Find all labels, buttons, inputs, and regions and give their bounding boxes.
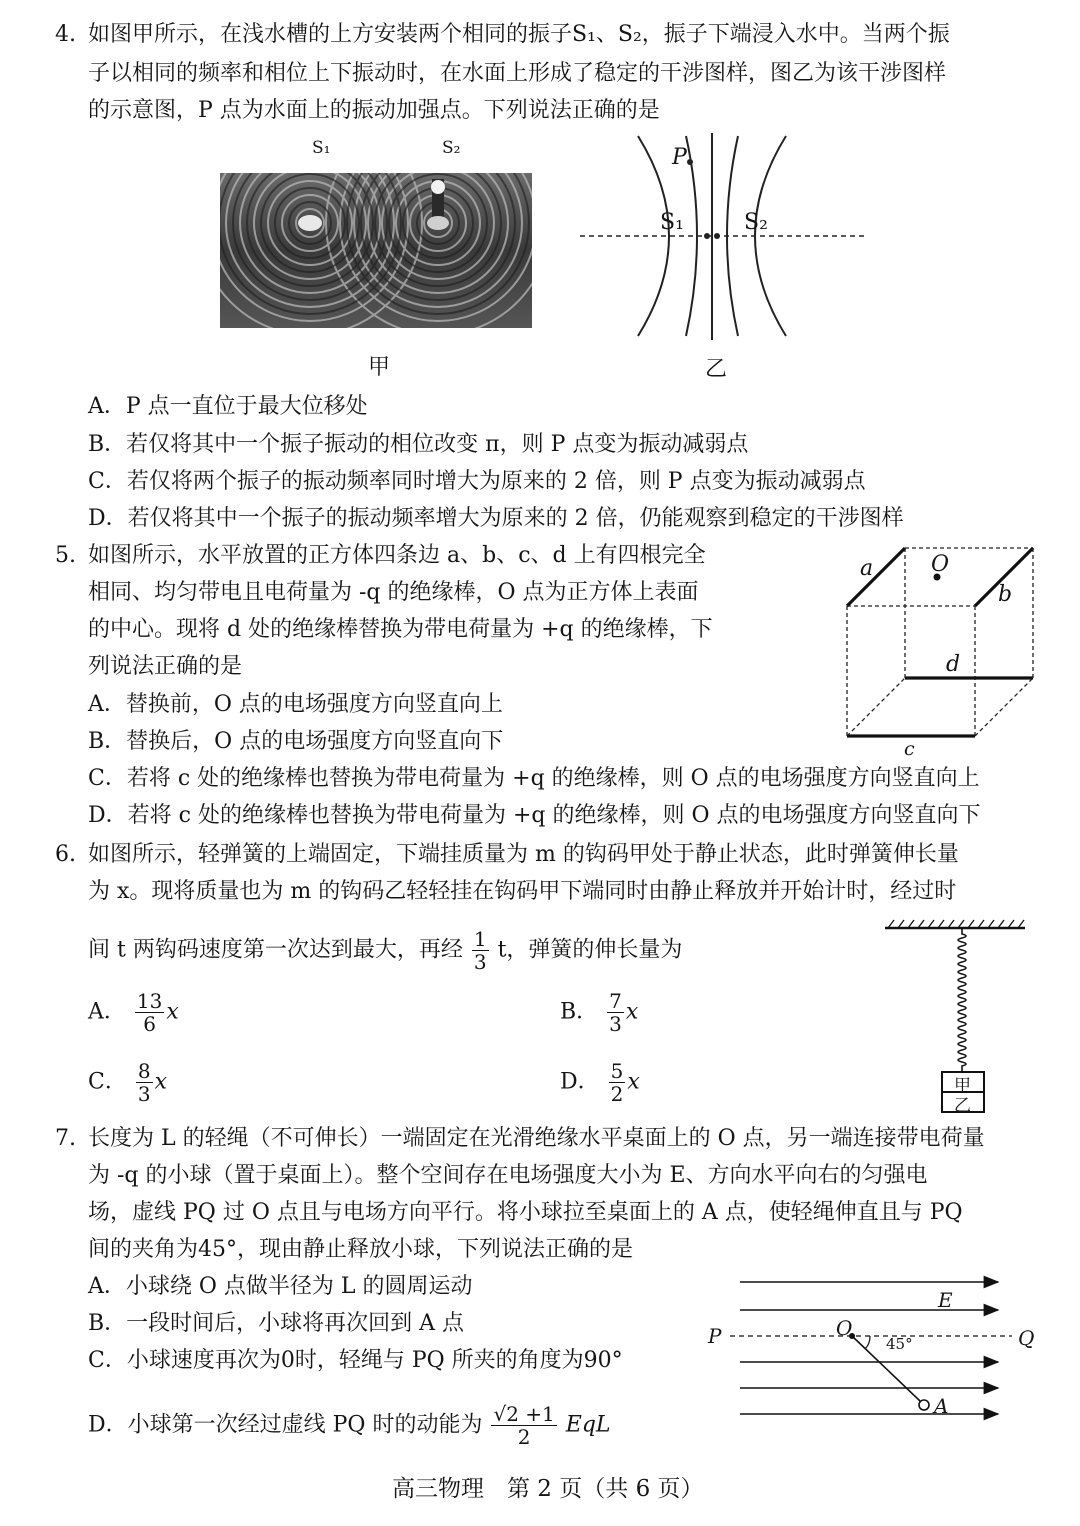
q6-stem-line2: 为 x。现将质量也为 m 的钩码乙轻轻挂在钩码甲下端同时由静止释放并开始计时，经过时	[88, 879, 957, 904]
angle-arc	[865, 1336, 870, 1349]
diagram-label-s2: S₂	[744, 210, 768, 235]
page-footer: 高三物理 第 2 页（共 6 页）	[392, 1476, 704, 1502]
q6-option-b-num: 7	[609, 989, 622, 1013]
caption-jia: 甲	[368, 355, 391, 380]
q7-option-d-fraction	[491, 1403, 556, 1448]
q4-stem-line3: 的示意图，P 点为水面上的振动加强点。下列说法正确的是	[88, 98, 660, 123]
q7-option-d-end: EqL	[565, 1412, 611, 1438]
q7-option-d-num: √2 +1	[493, 1402, 555, 1426]
q5-stem-line3: 的中心。现将 d 处的绝缘棒替换为带电荷量为 +q 的绝缘棒，下	[88, 617, 713, 642]
q6-stem-line3-end: t，弹簧的伸长量为	[497, 937, 683, 963]
q7-stem-line1: 长度为 L 的轻绳（不可伸长）一端固定在光滑绝缘水平桌面上的 O 点，另一端连接带电荷量	[88, 1126, 985, 1151]
q7-option-b: B．一段时间后，小球将再次回到 A 点	[88, 1311, 465, 1336]
fig-label-p: P	[708, 1324, 722, 1348]
cube-label-b: b	[998, 582, 1013, 607]
q7-option-d-den: 2	[517, 1425, 531, 1449]
fig-label-q: Q	[1018, 1326, 1035, 1350]
diagram-label-s1: S₁	[660, 210, 684, 235]
photo-label-s1: S₁	[312, 138, 331, 158]
q6-stem-line3-start: 间 t 两钩码速度第一次达到最大，再经	[88, 937, 463, 963]
q6-option-d-label: D．	[560, 1069, 600, 1095]
q6-fraction-numerator: 1	[473, 927, 487, 951]
q4-option-d: D．若仅将其中一个振子的振动频率增大为原来的 2 倍，仍能观察到稳定的干涉图样	[88, 506, 904, 531]
q6-option-b-var: x	[625, 999, 639, 1025]
cube-label-c: c	[904, 738, 915, 760]
spring	[958, 928, 966, 1072]
q6-option-c-label: C．	[88, 1069, 127, 1095]
diagram-label-p: P	[672, 145, 687, 170]
fig-label-a: A	[934, 1394, 949, 1418]
q5-stem-line2: 相同、均匀带电且电荷量为 -q 的绝缘棒，O 点为正方体上表面	[88, 580, 699, 605]
q5-option-d: D．若将 c 处的绝缘棒也替换为带电荷量为 +q 的绝缘棒，则 O 点的电场强度方向竖直向下	[88, 803, 981, 828]
q5-number: 5.	[55, 543, 76, 568]
q6-option-d-den: 2	[610, 1082, 624, 1106]
figure-jia-photo	[220, 138, 540, 333]
q7-stem-line2: 为 -q 的小球（置于桌面上）。整个空间存在电场强度大小为 E、方向水平向右的匀强电	[88, 1163, 928, 1188]
caption-yi: 乙	[705, 357, 728, 382]
q4-option-a: A．P 点一直位于最大位移处	[88, 394, 368, 419]
cube-edge-bottom-left	[847, 678, 905, 736]
q6-option-d-num: 5	[610, 1059, 624, 1083]
q7-number: 7.	[55, 1126, 76, 1151]
q4-stem-line1: 如图甲所示，在浅水槽的上方安装两个相同的振子S₁、S₂，振子下端浸入水中。当两个振	[88, 22, 950, 47]
q4-number: 4.	[55, 22, 76, 47]
q5-stem-line1: 如图所示，水平放置的正方体四条边 a、b、c、d 上有四根完全	[88, 543, 706, 568]
q5-option-a: A．替换前，O 点的电场强度方向竖直向上	[88, 692, 503, 717]
q6-option-d-var: x	[627, 1069, 640, 1095]
cube-label-a: a	[860, 556, 874, 581]
point-s1	[704, 233, 710, 239]
cube-edge-bottom-right	[975, 678, 1033, 736]
q6-fraction	[472, 928, 489, 973]
q7-option-d-start: D．小球第一次经过虚线 PQ 时的动能为	[88, 1412, 483, 1438]
cube-label-d: d	[946, 652, 961, 677]
q6-option-b-den: 3	[609, 1012, 622, 1036]
q6-option-a	[88, 990, 179, 1035]
figure-yi-interference-diagram	[570, 128, 870, 348]
electric-field-diagram	[700, 1270, 1040, 1430]
rod-a	[847, 548, 905, 606]
cube-label-o: O	[931, 552, 950, 577]
q4-option-b: B．若仅将其中一个振子振动的相位改变 π，则 P 点变为振动减弱点	[88, 432, 749, 457]
q6-option-a-den: 6	[143, 1012, 156, 1036]
q6-stem-line3	[88, 928, 682, 973]
q6-number: 6.	[55, 842, 76, 867]
q4-stem-line2: 子以相同的频率和相位上下振动时，在水面上形成了稳定的干涉图样，图乙为该干涉图样	[88, 61, 947, 86]
q6-option-c-den: 3	[137, 1082, 151, 1106]
point-s2	[714, 233, 720, 239]
ball-a	[919, 1400, 929, 1410]
q6-option-a-var: x	[166, 999, 179, 1025]
ripple-tank-image	[220, 173, 532, 328]
q6-option-a-label: A．	[88, 999, 126, 1025]
point-p	[687, 159, 693, 165]
q7-option-a: A．小球绕 O 点做半径为 L 的圆周运动	[88, 1274, 473, 1299]
q5-option-c: C．若将 c 处的绝缘棒也替换为带电荷量为 +q 的绝缘棒，则 O 点的电场强度方向竖直向上	[88, 766, 980, 791]
q6-option-a-num: 13	[136, 989, 163, 1013]
q6-option-b	[560, 990, 638, 1035]
q5-stem-line4: 列说法正确的是	[88, 654, 243, 679]
fig-label-o: O	[836, 1316, 853, 1340]
q6-option-c-num: 8	[137, 1059, 151, 1083]
fig-label-e: E	[938, 1288, 953, 1312]
q7-option-d	[88, 1403, 611, 1448]
q6-stem-line1: 如图所示，轻弹簧的上端固定，下端挂质量为 m 的钩码甲处于静止状态，此时弹簧伸长量	[88, 842, 959, 867]
q6-option-d	[560, 1060, 640, 1105]
q7-stem-line4: 间的夹角为45°，现由静止释放小球，下列说法正确的是	[88, 1237, 633, 1262]
block-yi-label: 乙	[954, 1096, 971, 1116]
q6-fraction-denominator: 3	[473, 950, 487, 974]
q7-option-c: C．小球速度再次为0时，轻绳与 PQ 所夹的角度为90°	[88, 1348, 623, 1373]
q6-option-c	[88, 1060, 167, 1105]
fig-label-angle: 45°	[886, 1335, 913, 1353]
q6-option-c-var: x	[154, 1069, 167, 1095]
block-jia-label: 甲	[954, 1076, 971, 1096]
q4-option-c: C．若仅将两个振子的振动频率同时增大为原来的 2 倍，则 P 点变为振动减弱点	[88, 469, 866, 494]
q5-option-b: B．替换后，O 点的电场强度方向竖直向下	[88, 729, 504, 754]
q7-stem-line3: 场，虚线 PQ 过 O 点且与电场方向平行。将小球拉至桌面上的 A 点，使轻绳伸直且与 PQ	[88, 1200, 963, 1225]
q6-option-b-label: B．	[560, 999, 599, 1025]
photo-label-s2: S₂	[442, 138, 461, 158]
